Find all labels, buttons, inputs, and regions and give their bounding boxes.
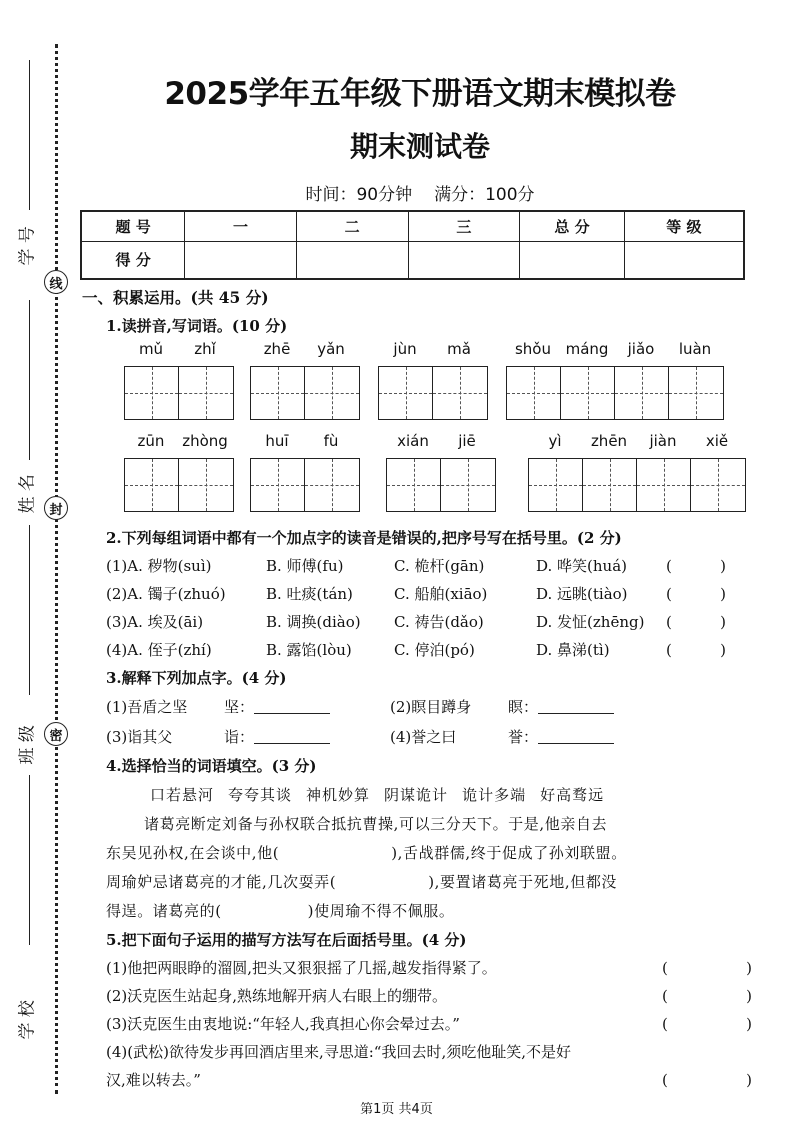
pinyin-label: mǎ: [447, 340, 471, 358]
question-5-row: [106, 954, 752, 982]
explain-item: [106, 692, 390, 722]
writing-box[interactable]: [529, 459, 583, 511]
question-5-row: [106, 1010, 752, 1038]
answer-parentheses[interactable]: [666, 552, 726, 580]
pinyin-label: yǎn: [317, 340, 345, 358]
question-2-row: [106, 636, 752, 664]
score-header-cell: 一: [185, 211, 297, 241]
exam-time: 时间：90分钟: [305, 185, 413, 205]
paren-open: (: [666, 557, 672, 575]
score-label-cell: 得 分: [81, 241, 185, 279]
answer-parentheses[interactable]: [666, 580, 726, 608]
binding-label-name: 姓 名: [17, 474, 38, 514]
answer-parentheses[interactable]: [662, 1010, 752, 1038]
writing-box[interactable]: [433, 367, 487, 419]
paren-open: (: [666, 641, 672, 659]
paren-open: (: [662, 987, 668, 1005]
binding-char-mi: 密: [44, 722, 68, 746]
pinyin-label: zhòng: [182, 432, 228, 450]
fill-passage: [106, 810, 752, 926]
question-2-row: [106, 580, 752, 608]
paren-open: (: [662, 1015, 668, 1033]
option: B. 露馅(lòu): [266, 641, 352, 659]
section-title: 一、积累运用。(共 45 分): [82, 288, 269, 307]
answer-parentheses[interactable]: [666, 636, 726, 664]
question-2-row: [106, 608, 752, 636]
paren-open: (: [662, 959, 668, 977]
option: B. 师傅(fu): [266, 557, 344, 575]
pinyin-label: máng: [565, 340, 609, 358]
option: (3)A. 埃及(āi): [106, 613, 204, 631]
option: C. 祷告(dǎo): [394, 613, 484, 631]
explain-phrase: (2)瞑目蹲身: [390, 698, 472, 716]
writing-box[interactable]: [615, 367, 669, 419]
passage-text: 东吴见孙权,在会谈中,他(: [106, 844, 280, 862]
paren-open: (: [666, 613, 672, 631]
explain-char: 瞑：: [508, 698, 539, 716]
paren-open: (: [666, 585, 672, 603]
pinyin-row-1: [124, 340, 752, 432]
score-table-score-row: [81, 241, 744, 279]
question-3-row: [106, 692, 752, 722]
explain-item: [390, 722, 674, 752]
question-3-row: [106, 722, 752, 752]
explain-char: 诣：: [224, 728, 255, 746]
paren-close: ): [720, 557, 726, 575]
question-1-title: 1.读拼音,写词语。(10 分): [106, 317, 288, 335]
sentence: (4)(武松)欲待发步再回酒店里来,寻思道:“我回去时,须吃他耻笑,不是好: [106, 1043, 571, 1061]
answer-parentheses[interactable]: [662, 954, 752, 982]
writing-box[interactable]: [387, 459, 441, 511]
pinyin-label: huī: [265, 432, 289, 450]
option: D. 哗笑(huá): [536, 557, 627, 575]
answer-blank[interactable]: [538, 722, 614, 744]
option: B. 吐痰(tán): [266, 585, 353, 603]
pinyin-label: jùn: [393, 340, 417, 358]
pinyin-group: [250, 432, 360, 512]
passage-text: 周瑜妒忌诸葛亮的才能,几次耍弄(: [106, 873, 337, 891]
word-option: 口若悬河: [150, 786, 215, 804]
answer-blank[interactable]: [538, 692, 614, 714]
page-subtitle: 期末测试卷: [349, 130, 490, 163]
explain-phrase: (4)誉之曰: [390, 728, 457, 746]
pinyin-group: [506, 340, 724, 420]
answer-parentheses[interactable]: [662, 1066, 752, 1094]
pinyin-group: [124, 432, 234, 512]
paren-close: ): [720, 613, 726, 631]
explain-item: [106, 722, 390, 752]
binding-line: [29, 525, 30, 695]
passage-text: 诸葛亮断定刘备与孙权联合抵抗曹操,可以三分天下。于是,他亲自去: [144, 815, 608, 833]
option: D. 远眺(tiào): [536, 585, 628, 603]
question-5-row: [106, 1038, 752, 1094]
pinyin-label: luàn: [678, 340, 712, 358]
score-header-cell: 题 号: [81, 211, 185, 241]
binding-char-xian: 线: [44, 270, 68, 294]
passage-text: )使周瑜不得不佩服。: [307, 902, 455, 920]
pinyin-group: [124, 340, 234, 420]
pinyin-label: zhǐ: [194, 340, 216, 358]
writing-box[interactable]: [125, 367, 179, 419]
pinyin-label: fù: [323, 432, 339, 450]
writing-box[interactable]: [507, 367, 561, 419]
question-5-title: 5.把下面句子运用的描写方法写在后面括号里。(4 分): [106, 931, 467, 949]
pinyin-label: jiàn: [649, 432, 677, 450]
explain-char: 誉：: [508, 728, 539, 746]
score-header-cell: 三: [408, 211, 520, 241]
page-title: 2025学年五年级下册语文期末模拟卷: [164, 76, 676, 112]
option: (1)A. 秽物(suì): [106, 557, 212, 575]
paren-close: ): [746, 987, 752, 1005]
exam-info: [80, 180, 760, 205]
writing-box[interactable]: [125, 459, 179, 511]
binding-dotted-line: [55, 44, 58, 1094]
answer-parentheses[interactable]: [666, 608, 726, 636]
writing-box[interactable]: [179, 367, 233, 419]
pinyin-group: [250, 340, 360, 420]
pinyin-label: zhē: [263, 340, 291, 358]
writing-box[interactable]: [305, 367, 359, 419]
score-input-cell[interactable]: [296, 241, 408, 279]
binding-strip: [0, 0, 80, 1122]
word-option: 神机妙算: [306, 786, 371, 804]
writing-box[interactable]: [669, 367, 723, 419]
exam-content: [82, 286, 752, 1094]
word-bank: [150, 780, 752, 810]
binding-line: [29, 60, 30, 210]
option: C. 停泊(pó): [394, 641, 475, 659]
passage-text: ),舌战群儒,终于促成了孙刘联盟。: [391, 844, 627, 862]
writing-box[interactable]: [637, 459, 691, 511]
writing-box[interactable]: [379, 367, 433, 419]
sentence: 汉,难以转去。”: [106, 1071, 201, 1089]
answer-parentheses[interactable]: [662, 982, 752, 1010]
answer-blank[interactable]: [254, 692, 330, 714]
pinyin-group: [386, 432, 496, 512]
option: B. 调换(diào): [266, 613, 361, 631]
explain-phrase: (3)诣其父: [106, 728, 173, 746]
writing-box[interactable]: [583, 459, 637, 511]
binding-char-feng: 封: [44, 496, 68, 520]
writing-box[interactable]: [305, 459, 359, 511]
binding-label-class: 班 级: [17, 725, 38, 765]
paren-close: ): [746, 959, 752, 977]
writing-box[interactable]: [441, 459, 495, 511]
score-input-cell[interactable]: [520, 241, 625, 279]
passage-text: 得逞。诸葛亮的(: [106, 902, 222, 920]
explain-item: [390, 692, 674, 722]
pinyin-group: [378, 340, 488, 420]
option: C. 桅杆(gān): [394, 557, 485, 575]
option: (2)A. 镯子(zhuó): [106, 585, 226, 603]
question-3-title: 3.解释下列加点字。(4 分): [106, 669, 287, 687]
explain-phrase: (1)吾盾之坚: [106, 698, 188, 716]
word-option: 夸夸其谈: [228, 786, 293, 804]
pinyin-group: [528, 432, 746, 512]
pinyin-label: mǔ: [138, 340, 164, 358]
score-header-cell: 总 分: [520, 211, 625, 241]
exam-full-score: 满分：100分: [434, 185, 535, 205]
sentence: (1)他把两眼睁的溜圆,把头又狠狠摇了几摇,越发指得紧了。: [106, 959, 497, 977]
binding-label-student-id: 学 号: [17, 226, 38, 266]
paren-close: ): [746, 1071, 752, 1089]
explain-char: 坚：: [224, 698, 255, 716]
option: C. 船舶(xiāo): [394, 585, 488, 603]
binding-label-school: 学 校: [17, 1000, 38, 1040]
question-5-row: [106, 982, 752, 1010]
score-header-cell: 二: [296, 211, 408, 241]
pinyin-label: shǒu: [514, 340, 551, 358]
pinyin-label: jiē: [458, 432, 476, 450]
score-table-header-row: [81, 211, 744, 241]
paren-close: ): [720, 641, 726, 659]
sentence: (2)沃克医生站起身,熟练地解开病人右眼上的绷带。: [106, 987, 448, 1005]
binding-line: [29, 300, 30, 460]
word-option: 诡计多端: [462, 786, 527, 804]
pinyin-label: jiǎo: [627, 340, 655, 358]
word-option: 好高骛远: [540, 786, 605, 804]
pinyin-label: zūn: [137, 432, 165, 450]
paren-open: (: [662, 1071, 668, 1089]
passage-text: ),要置诸葛亮于死地,但都没: [428, 873, 618, 891]
question-4-title: 4.选择恰当的词语填空。(3 分): [106, 757, 317, 775]
paren-close: ): [746, 1015, 752, 1033]
binding-line: [29, 775, 30, 945]
question-2-title: 2.下列每组词语中都有一个加点字的读音是错误的,把序号写在括号里。(2 分): [106, 529, 622, 547]
score-table: [80, 210, 745, 280]
option: D. 鼻涕(tì): [536, 641, 610, 659]
pinyin-label: yì: [548, 432, 562, 450]
word-option: 阴谋诡计: [384, 786, 449, 804]
writing-box[interactable]: [179, 459, 233, 511]
writing-box[interactable]: [251, 367, 305, 419]
page-footer: 第1页 共4页: [360, 1102, 433, 1117]
writing-box[interactable]: [561, 367, 615, 419]
writing-box[interactable]: [691, 459, 745, 511]
score-input-cell[interactable]: [185, 241, 297, 279]
question-2-row: [106, 552, 752, 580]
option: D. 发怔(zhēng): [536, 613, 645, 631]
writing-box[interactable]: [251, 459, 305, 511]
option: (4)A. 侄子(zhí): [106, 641, 212, 659]
sentence: (3)沃克医生由衷地说:“年轻人,我真担心你会晕过去。”: [106, 1015, 460, 1033]
pinyin-label: xián: [397, 432, 429, 450]
score-input-cell[interactable]: [408, 241, 520, 279]
score-input-cell[interactable]: [624, 241, 744, 279]
pinyin-label: xiě: [705, 432, 729, 450]
paren-close: ): [720, 585, 726, 603]
pinyin-label: zhēn: [590, 432, 628, 450]
answer-blank[interactable]: [254, 722, 330, 744]
pinyin-row-2: [124, 432, 752, 524]
score-header-cell: 等 级: [624, 211, 744, 241]
